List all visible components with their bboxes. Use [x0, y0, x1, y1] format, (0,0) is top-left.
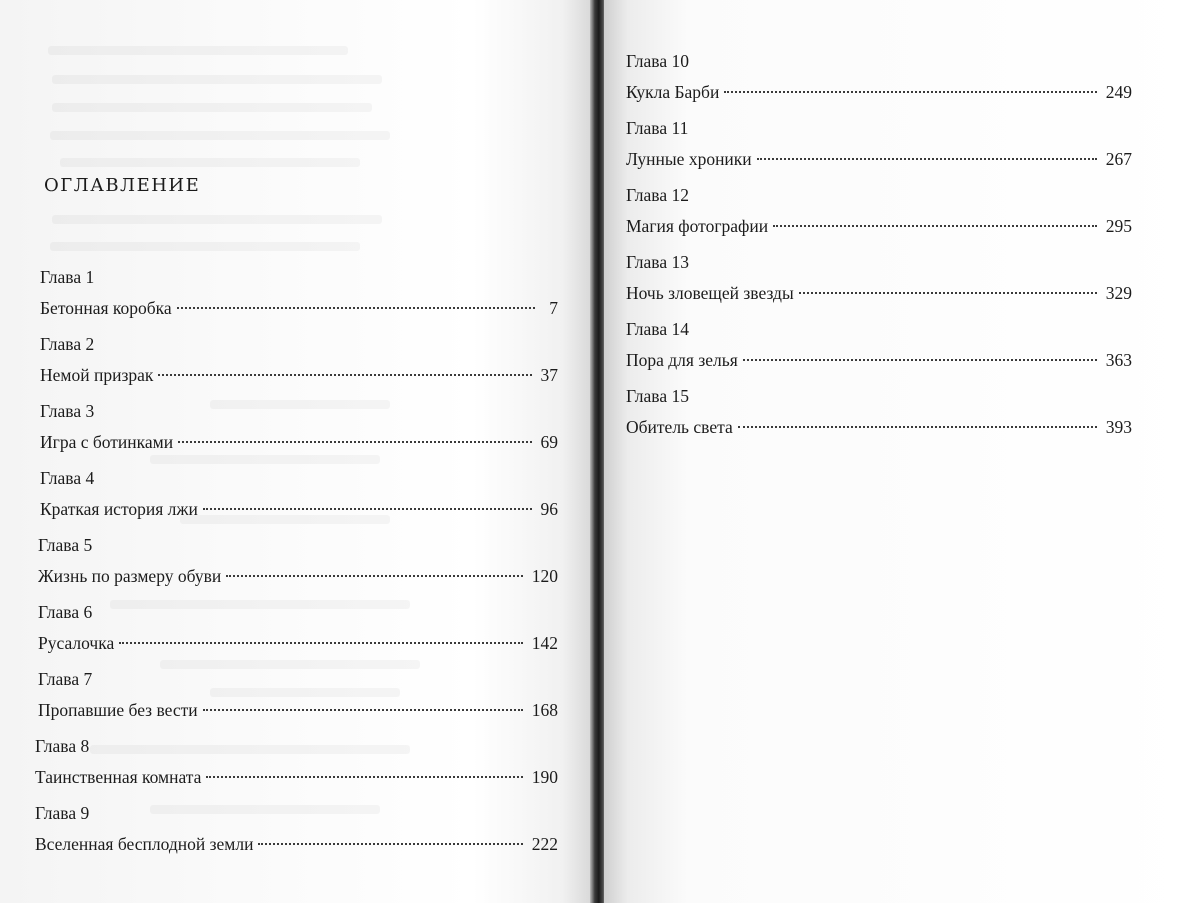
page-number: 190 [531, 767, 558, 787]
page-number: 37 [540, 365, 558, 385]
toc-entry[interactable] [38, 530, 558, 597]
toc-entry[interactable] [626, 247, 1132, 314]
left-page [0, 0, 592, 903]
toc-entry[interactable] [35, 798, 558, 865]
chapter-number: Глава 12 [626, 185, 689, 205]
toc-entry-line [626, 278, 1132, 309]
chapter-title: Пора для зелья [626, 350, 738, 370]
toc-entry[interactable] [626, 381, 1132, 448]
toc-entry-line [35, 829, 558, 860]
chapter-title: Таинственная комната [35, 767, 202, 787]
chapter-title: Русалочка [38, 633, 115, 653]
toc-entry[interactable] [35, 731, 558, 798]
page-number: 267 [1105, 149, 1132, 169]
chapter-number: Глава 10 [626, 51, 689, 71]
toc-entry-line [35, 762, 558, 793]
page-number: 142 [531, 633, 558, 653]
chapter-number: Глава 6 [38, 602, 93, 622]
toc-entry[interactable] [38, 664, 558, 731]
chapter-title: Магия фотографии [626, 216, 769, 236]
page-number: 393 [1105, 417, 1132, 437]
chapter-title: Игра с ботинками [40, 432, 174, 452]
chapter-title: Жизнь по размеру обуви [38, 566, 222, 586]
toc-entry-line [40, 427, 558, 458]
chapter-number: Глава 14 [626, 319, 689, 339]
dot-leader [738, 426, 1097, 428]
dot-leader [226, 575, 523, 577]
chapter-number: Глава 9 [35, 803, 90, 823]
toc-entry[interactable] [626, 46, 1132, 113]
dot-leader [757, 158, 1097, 160]
toc-entry-line [626, 211, 1132, 242]
chapter-title: Ночь зловещей звезды [626, 283, 794, 303]
dot-leader [799, 292, 1097, 294]
toc-entry[interactable] [626, 113, 1132, 180]
toc-entry-line [38, 561, 558, 592]
toc-entry-line [40, 494, 558, 525]
toc-entry-line [38, 695, 558, 726]
page-number: 96 [540, 499, 558, 519]
dot-leader [743, 359, 1097, 361]
toc-title: оглавление [44, 168, 201, 197]
toc-entry-line [40, 293, 558, 324]
toc-entry-line [626, 412, 1132, 443]
toc-entry-line [38, 628, 558, 659]
dot-leader [158, 374, 531, 376]
toc-entry-line [626, 144, 1132, 175]
dot-leader [724, 91, 1096, 93]
chapter-title: Вселенная бесплодной земли [35, 834, 254, 854]
toc-list-right [626, 46, 1132, 448]
page-number: 363 [1105, 350, 1132, 370]
chapter-number: Глава 15 [626, 386, 689, 406]
page-number: 168 [531, 700, 558, 720]
page-number: 222 [531, 834, 558, 854]
toc-entry[interactable] [38, 597, 558, 664]
chapter-number: Глава 8 [35, 736, 90, 756]
dot-leader [178, 441, 531, 443]
chapter-number: Глава 13 [626, 252, 689, 272]
page-number: 249 [1105, 82, 1132, 102]
chapter-number: Глава 1 [40, 267, 95, 287]
toc-entry-line [626, 345, 1132, 376]
dot-leader [177, 307, 535, 309]
toc-entry-line [626, 77, 1132, 108]
chapter-number: Глава 5 [38, 535, 93, 555]
chapter-title: Обитель света [626, 417, 733, 437]
toc-entry[interactable] [40, 329, 558, 396]
dot-leader [258, 843, 522, 845]
chapter-number: Глава 4 [40, 468, 95, 488]
toc-entry-line [40, 360, 558, 391]
chapter-number: Глава 7 [38, 669, 93, 689]
toc-entry[interactable] [40, 463, 558, 530]
toc-entry[interactable] [40, 262, 558, 329]
chapter-number: Глава 11 [626, 118, 689, 138]
toc-entry[interactable] [40, 396, 558, 463]
toc-entry[interactable] [626, 180, 1132, 247]
toc-entry[interactable] [626, 314, 1132, 381]
dot-leader [203, 508, 532, 510]
chapter-title: Краткая история лжи [40, 499, 198, 519]
chapter-title: Немой призрак [40, 365, 154, 385]
page-number: 69 [540, 432, 558, 452]
page-number: 120 [531, 566, 558, 586]
chapter-title: Пропавшие без вести [38, 700, 198, 720]
dot-leader [206, 776, 522, 778]
dot-leader [119, 642, 523, 644]
chapter-title: Кукла Барби [626, 82, 720, 102]
chapter-title: Бетонная коробка [40, 298, 172, 318]
dot-leader [203, 709, 523, 711]
page-number: 295 [1105, 216, 1132, 236]
page-number: 7 [549, 298, 558, 318]
chapter-number: Глава 3 [40, 401, 95, 421]
chapter-number: Глава 2 [40, 334, 95, 354]
page-number: 329 [1105, 283, 1132, 303]
toc-list-left [35, 262, 558, 865]
chapter-title: Лунные хроники [626, 149, 752, 169]
dot-leader [773, 225, 1097, 227]
